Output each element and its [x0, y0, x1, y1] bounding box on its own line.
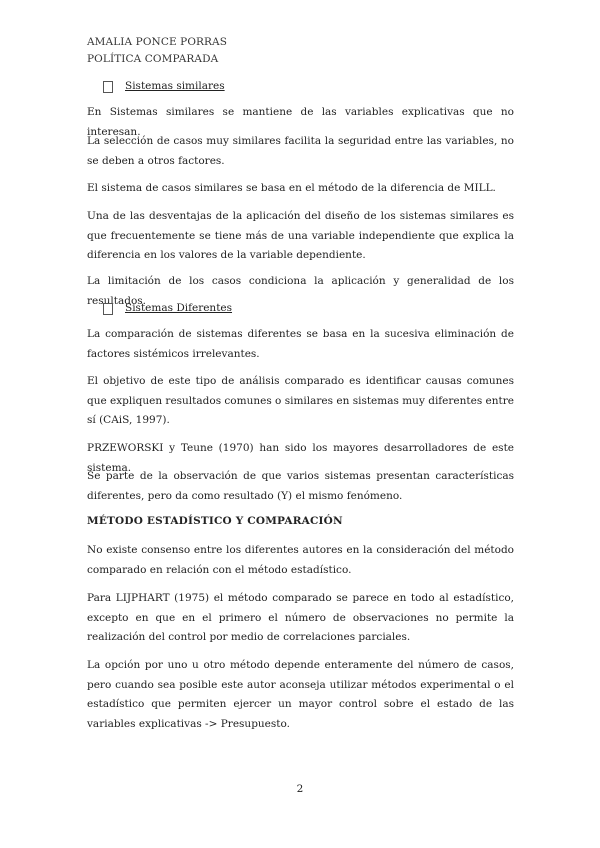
paragraph: El sistema de casos similares se basa en el método de la diferencia de MILL.: [87, 182, 496, 194]
paragraph: La selección de casos muy similares facilita la seguridad entre las variables, no se deben a otros factores.: [87, 135, 514, 167]
paragraph: Se parte de la observación de que varios sistemas presentan características diferentes, pero da como resultado (Y) el mismo fenómeno.: [87, 470, 514, 502]
header-author: AMALIA PONCE PORRAS: [87, 36, 228, 48]
paragraph: No existe consenso entre los diferentes autores en la consideración del método comparado en relación con el método estadístico.: [87, 544, 514, 576]
paragraph: Para LIJPHART (1975) el método comparado se parece en todo al estadístico, excepto en que en el primero el número de observaciones no permite la realización del control por medio de correlaciones parciales.: [87, 592, 514, 643]
paragraph: El objetivo de este tipo de análisis comparado es identificar causas comunes que expliquen resultados comunes o similares en sistemas muy diferentes entre sí (CAiS, 1997).: [87, 375, 514, 426]
paragraph: La limitación de los casos condiciona la aplicación y generalidad de los resultados.: [87, 275, 514, 307]
page-number: 2: [296, 783, 304, 795]
bullet-sistemas-diferentes: [103, 300, 232, 317]
bullet-label: Sistemas Diferentes: [125, 302, 233, 314]
paragraph: PRZEWORSKI y Teune (1970) han sido los mayores desarrolladores de este sistema.: [87, 442, 514, 474]
section-heading: MÉTODO ESTADÍSTICO Y COMPARACIÓN: [87, 515, 343, 527]
paragraph: Una de las desventajas de la aplicación del diseño de los sistemas similares es que frecuentemente se tiene más de una variable independiente que explica la diferencia en los valores de la variable dependiente.: [87, 210, 514, 261]
bullet-icon: [103, 303, 113, 315]
bullet-sistemas-similares: [103, 78, 225, 95]
paragraph: La opción por uno u otro método depende enteramente del número de casos, pero cuando sea posible este autor aconseja utilizar métodos experimental o el estadístico que permiten ejercer un mayor control sobre el estado de las variables explicativas -> Presupuesto.: [87, 659, 514, 730]
page-header: [87, 34, 227, 68]
paragraph: La comparación de sistemas diferentes se basa en la sucesiva eliminación de factores sistémicos irrelevantes.: [87, 328, 514, 360]
header-subject: POLÍTICA COMPARADA: [87, 53, 219, 65]
bullet-label: Sistemas similares: [125, 80, 225, 92]
paragraph: En Sistemas similares se mantiene de las variables explicativas que no interesan.: [87, 106, 514, 138]
bullet-icon: [103, 81, 113, 93]
